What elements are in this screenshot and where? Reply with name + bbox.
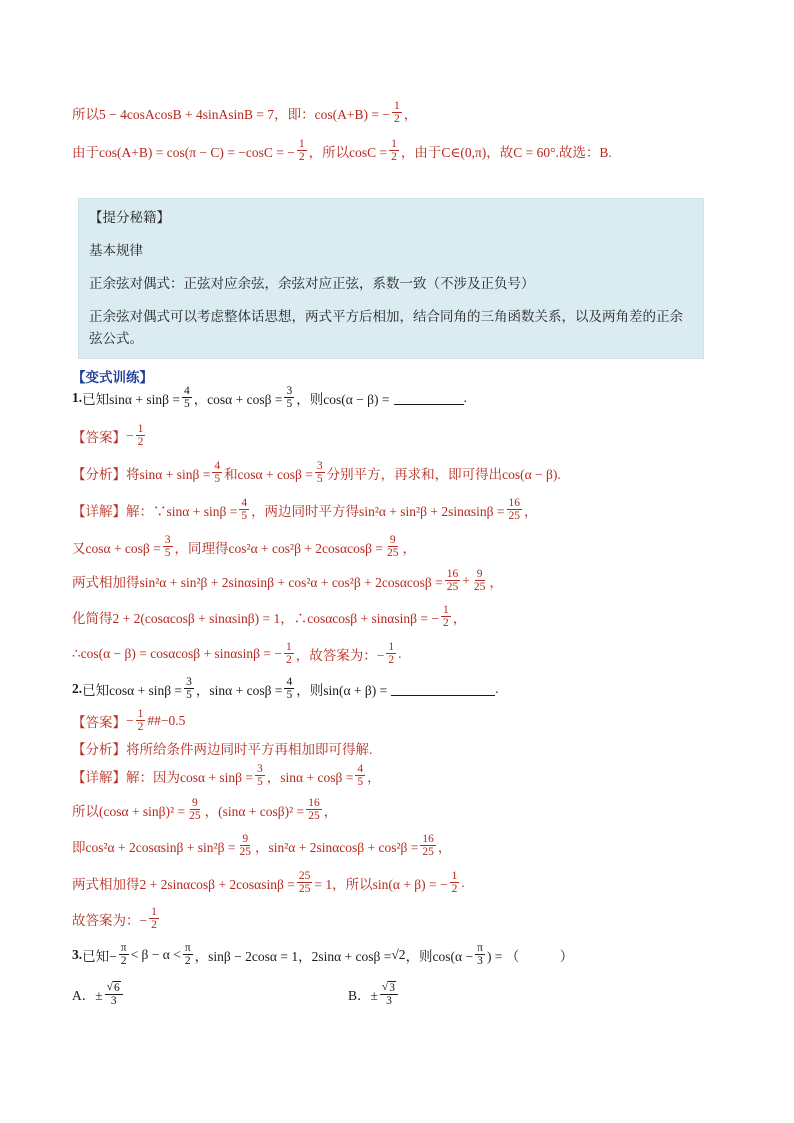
q2-detail-2: 所以(cosα + sinβ)² = $\frac{9}{25}$ ，(sinα + cosβ)² = $\frac{16}{25}$ ， bbox=[72, 797, 338, 823]
q1-detail-1: 【详解】 解：∵sinα + sinβ = $\frac{4}{5}$ ，两边同时平方得sin²α + sin²β + 2sinαsinβ = $\frac{16}{25}$ ， bbox=[72, 497, 538, 523]
intro-line-1: 所以5 − 4cosAcosB + 4sinAsinB = 7，即：cos(A+B) = − $\frac{1}{2}$ ， bbox=[72, 100, 418, 126]
q1-analysis: 【分析】 将sinα + sinβ = $\frac{4}{5}$ 和cosα + cosβ = $\frac{3}{5}$ 分别平方，再求和，即可得出cos(α − β). bbox=[72, 460, 561, 486]
fraction: $\frac{1}{2}$ bbox=[391, 138, 397, 164]
option-b[interactable]: B．± √ 3 3 bbox=[348, 981, 400, 1007]
answer-blank[interactable] bbox=[391, 681, 495, 696]
intro-text: 所以5 − 4cosAcosB + 4sinAsinB = 7，即：cos(A+B) = − bbox=[72, 106, 390, 122]
q1-detail-4: 化简得2 + 2(cosαcosβ + sinαsinβ) = 1，∴cosαcosβ + sinαsinβ = − $\frac{1}{2}$ ， bbox=[72, 604, 467, 630]
q2-analysis: 【分析】 将所给条件两边同时平方再相加即可得解. bbox=[72, 742, 373, 757]
option-a[interactable]: A．± √ 6 3 bbox=[72, 981, 125, 1007]
tip-paragraph-1: 正余弦对偶式：正弦对应余弦，余弦对应正弦，系数一致（不涉及正负号） bbox=[89, 276, 535, 291]
q2-detail-1: 【详解】 解：因为cosα + sinβ = $\frac{3}{5}$ ，sinα + cosβ = $\frac{4}{5}$ ， bbox=[72, 763, 381, 789]
fraction: $\frac{1}{2}$ bbox=[298, 138, 305, 164]
tip-paragraph-2: 正余弦对偶式可以考虑整体话思想，两式平方后相加，结合同角的三角函数关系，以及两角差的正余弦公式。 bbox=[89, 309, 683, 346]
intro-line-2: 由于cos(A+B) = cos(π − C) = −cosC = − $\frac{1}{2}$ ，所以cosC = $\frac{1}{2}$ ，由于C∈(0,π)，故C = 60°.故选：B. bbox=[72, 138, 612, 164]
tip-title: 【提分秘籍】 bbox=[89, 210, 170, 225]
q2-stem: 2. 已知cosα + sinβ = $\frac{3}{5}$ ，sinα + cosβ = $\frac{4}{5}$ ，则sin(α + β) = . bbox=[72, 676, 499, 702]
q2-detail-5: 故答案为：− $\frac{1}{2}$ bbox=[72, 906, 157, 932]
q1-stem: 1. 已知sinα + sinβ = $\frac{4}{5}$ ，cosα + cosβ = $\frac{3}{5}$ ，则cos(α − β) = . bbox=[72, 385, 467, 411]
q3-stem: 3. 已知− $\frac{\pi}{2}$ < β − α < $\frac{\pi}{2}$ ，sinβ − 2cosα = 1，2sinα + cosβ = √2 ，则cos(α − $\frac{\pi}{3}$ ) = （ ） bbox=[72, 942, 574, 968]
q1-detail-3: 两式相加得sin²α + sin²β + 2sinαsinβ + cos²α + cos²β + 2cosαcosβ = $\frac{16}{25}$ + $\frac{9}{25}$ ， bbox=[72, 568, 503, 594]
q1-answer: 【答案】 − $\frac{1}{2}$ bbox=[72, 423, 144, 449]
variant-title: 【变式训练】 bbox=[72, 370, 153, 385]
q1-detail-5: ∴cos(α − β) = cosαcosβ + sinαsinβ = − $\frac{1}{2}$ ，故答案为：− $\frac{1}{2}$ . bbox=[72, 641, 402, 667]
q2-detail-3: 即cos²α + 2cosαsinβ + sin²β = $\frac{9}{25}$ ，sin²α + 2sinαcosβ + cos²β = $\frac{16}{25}$ ， bbox=[72, 833, 452, 859]
tip-subtitle: 基本规律 bbox=[89, 243, 143, 258]
q2-detail-4: 两式相加得2 + 2sinαcosβ + 2cosαsinβ = $\frac{25}{25}$ = 1，所以sin(α + β) = − $\frac{1}{2}$ . bbox=[72, 870, 465, 896]
q1-detail-2: 又cosα + cosβ = $\frac{3}{5}$ ，同理得cos²α + cos²β + 2cosαcosβ = $\frac{9}{25}$ ， bbox=[72, 534, 416, 560]
q2-answer: 【答案】 − $\frac{1}{2}$ ##−0.5 bbox=[72, 708, 186, 734]
answer-blank[interactable] bbox=[394, 390, 464, 405]
fraction: $\frac{1}{2}$ bbox=[393, 100, 400, 126]
tip-box bbox=[78, 198, 704, 359]
